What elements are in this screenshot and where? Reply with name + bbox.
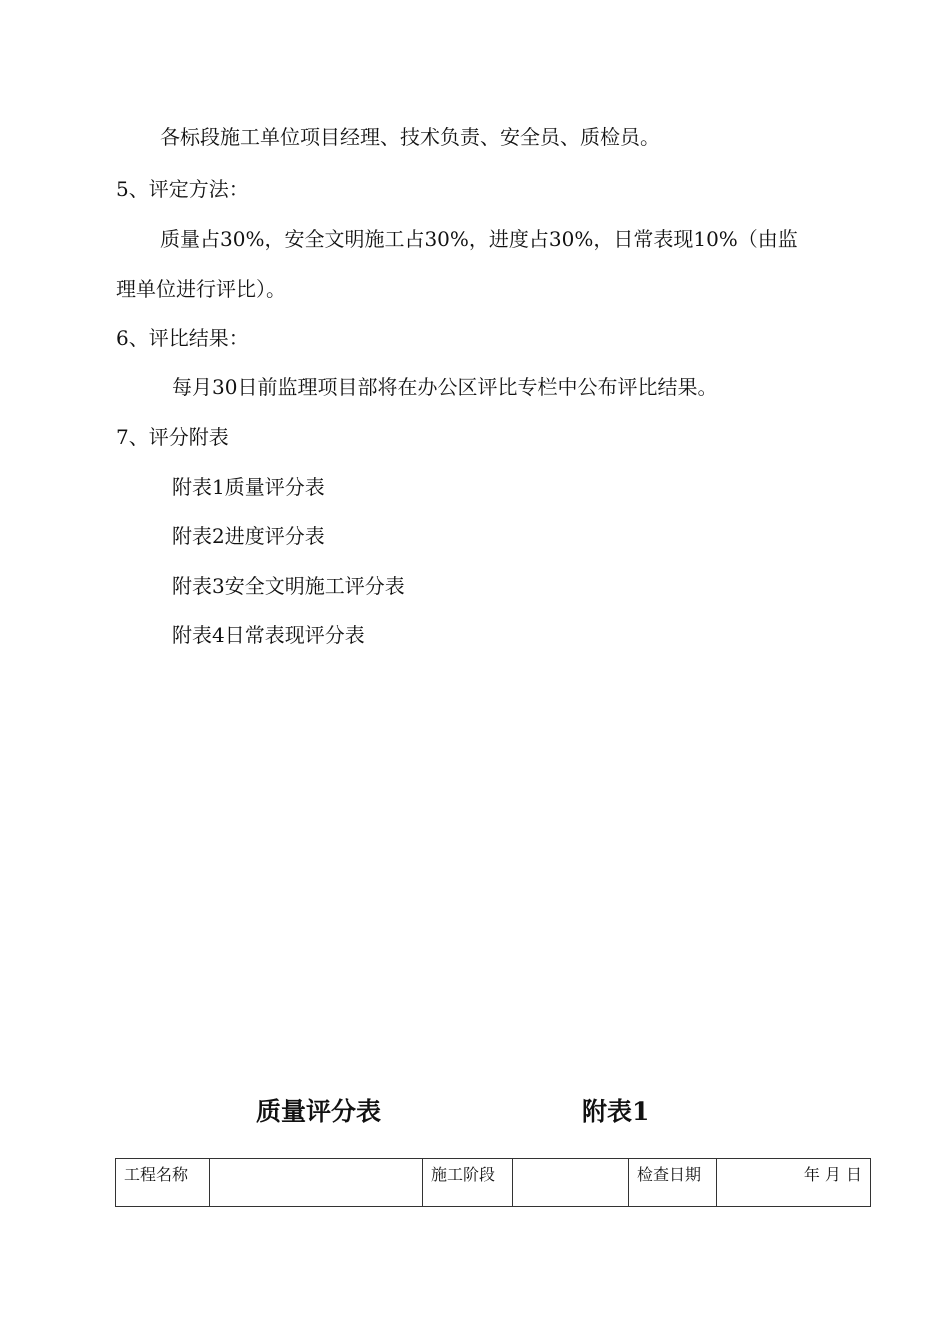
form-title: 质量评分表	[256, 1097, 382, 1126]
appendix-item: 附表1质量评分表	[172, 475, 325, 499]
stage-cell[interactable]	[513, 1159, 629, 1207]
participants-paragraph: 各标段施工单位项目经理、技术负责、安全员、质检员。	[160, 125, 660, 149]
section-5-heading: 5、评定方法：	[116, 177, 249, 201]
method-paragraph-line1: 质量占30%，安全文明施工占30%，进度占30%，日常表现10%（由监	[160, 227, 798, 251]
appendix-item: 附表2进度评分表	[172, 524, 325, 548]
form-tag: 附表1	[582, 1097, 650, 1126]
section-7-heading: 7、评分附表	[116, 425, 229, 449]
project-name-label: 工程名称	[116, 1159, 210, 1207]
quality-score-header-table	[115, 1158, 871, 1207]
stage-label: 施工阶段	[423, 1159, 513, 1207]
appendix-item: 附表4日常表现评分表	[172, 623, 365, 647]
project-name-cell[interactable]	[210, 1159, 423, 1207]
table-row	[116, 1159, 871, 1207]
section-6-heading: 6、评比结果：	[116, 326, 249, 350]
appendix-item: 附表3安全文明施工评分表	[172, 574, 405, 598]
date-cell[interactable]: 年 月 日	[717, 1159, 871, 1207]
result-paragraph: 每月30日前监理项目部将在办公区评比专栏中公布评比结果。	[172, 375, 718, 399]
method-paragraph-line2: 理单位进行评比）。	[116, 277, 286, 301]
date-label: 检查日期	[629, 1159, 717, 1207]
